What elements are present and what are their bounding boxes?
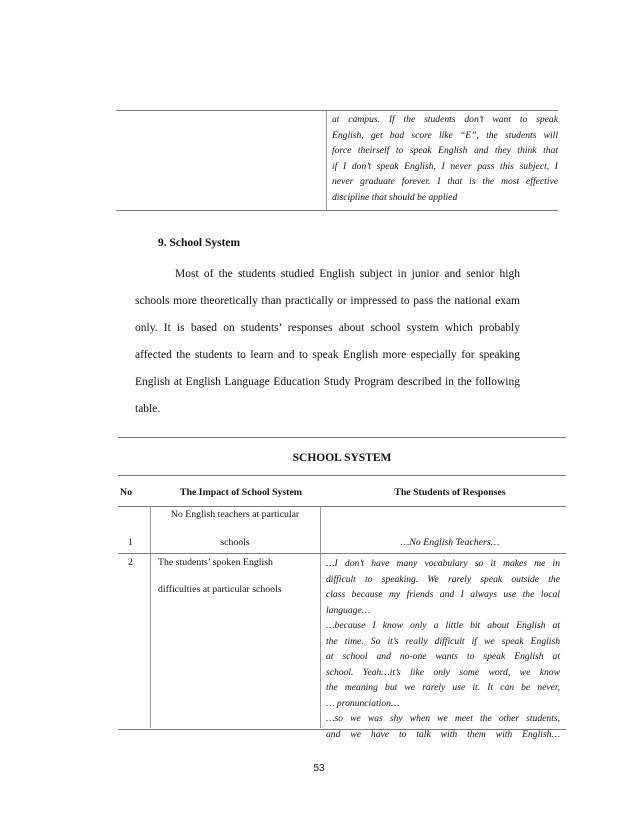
impact-line: schools	[220, 537, 250, 548]
paragraph-line: English at English Language Education Study Program described in the following	[135, 376, 520, 388]
continued-response-line: at campus. If the students don’t want to speak	[332, 114, 558, 125]
response-line: …because I know only a little bit about English at	[326, 620, 560, 631]
impact-line: No English teachers at particular	[170, 509, 300, 520]
table-bottom-border	[118, 729, 566, 730]
paragraph-line: schools more theoretically than practically or impressed to pass the national exam	[135, 295, 520, 307]
response-line: …so we was shy when we meet the other students,	[326, 713, 560, 724]
impact-line: difficulties at particular schools	[158, 584, 282, 595]
continued-response-line: discipline that should be applied	[332, 191, 458, 203]
continued-response-line: if I don’t speak English, I never pass this subject, I	[332, 160, 558, 172]
section-heading: 9. School System	[158, 237, 241, 249]
paragraph-line: affected the students to learn and to speak English more especially for speaking	[135, 349, 520, 361]
table-title-divider	[118, 475, 566, 476]
response-line: at school and no-one wants to speak English at	[326, 651, 560, 662]
continued-response-line: English, get bad score like “E”, the students will	[332, 129, 558, 141]
response-line: class because my friends and I always use the local	[326, 589, 560, 600]
header-impact: The Impact of School System	[180, 487, 302, 498]
response-line: school. Yeah…it’s like only some word, we know	[326, 666, 560, 678]
response-line: difficult to speaking. We rarely speak outside the	[326, 573, 560, 585]
response-line: language…	[326, 604, 371, 616]
response-line: …I don’t have many vocabulary so it makes me in	[326, 558, 560, 569]
header-divider	[118, 506, 566, 507]
response-line: and we have to talk with them with English…	[326, 728, 560, 740]
response-line: the meaning but we rarely use it. It can be never,	[326, 682, 560, 693]
continued-response-line: force theirself to speak English and they think that	[332, 145, 558, 156]
continued-table-column-divider	[326, 111, 327, 210]
paragraph-line: table.	[135, 403, 161, 415]
row-divider	[118, 553, 566, 554]
response-line: … pronunciation…	[326, 697, 400, 709]
table-title: SCHOOL SYSTEM	[292, 452, 392, 464]
header-no: No	[120, 487, 132, 498]
row-number: 2	[128, 557, 133, 568]
continued-table-bottom-border	[116, 210, 558, 211]
response-line: the time. So it’s really difficult if we speak English	[326, 635, 560, 647]
continued-response-line: never graduate forever. I that is the most effective	[332, 176, 558, 187]
header-responses: The Students of Responses	[394, 487, 506, 498]
response-line: …No English Teachers…	[400, 537, 500, 548]
paragraph-line: Most of the students studied English subject in junior and senior high	[175, 268, 520, 280]
page-number: 53	[313, 763, 325, 774]
impact-line: The students’ spoken English	[158, 557, 273, 568]
paragraph-line: only. It is based on students’ responses about school system which probably	[135, 322, 520, 334]
table-top-border	[118, 437, 566, 438]
row-number: 1	[128, 537, 133, 548]
continued-table-top-border	[116, 110, 558, 111]
